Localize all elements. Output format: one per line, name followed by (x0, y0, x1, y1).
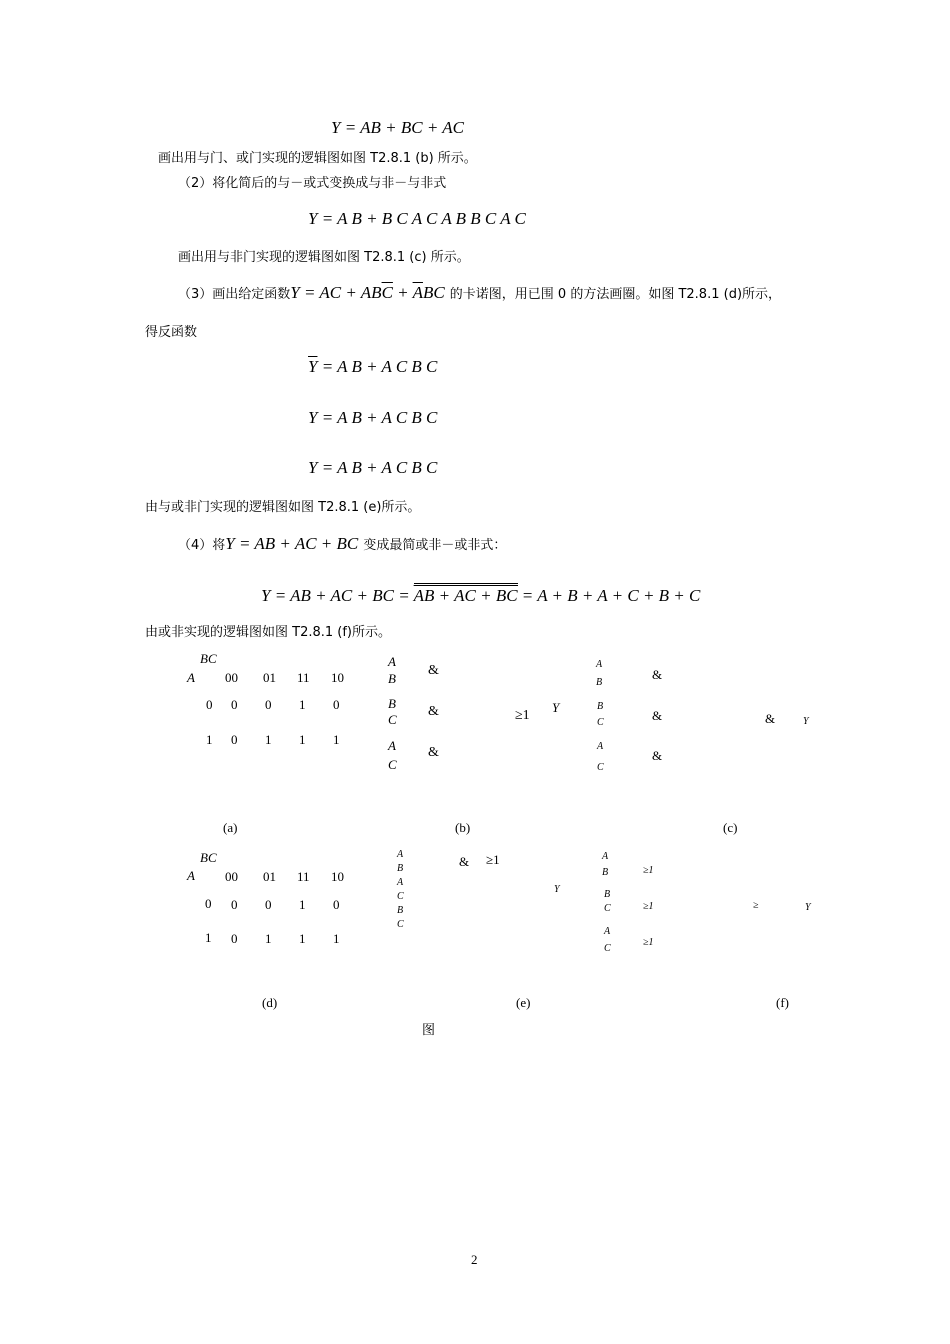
kmap-a-col-2: 11 (297, 670, 310, 685)
kmap-a-cell: 0 (231, 732, 238, 747)
fig-c-nand-gate-2: & (652, 708, 663, 723)
fig-f-input: B (604, 889, 611, 900)
text-line-6: 由与或非门实现的逻辑图如图 T2.8.1 (e)所示。 (145, 500, 421, 515)
fig-c-nand-gate-1: & (652, 667, 663, 682)
text-line-7: （4）将Y = AB + AC + BC 变成最简或非－或非式： (178, 534, 507, 553)
kmap-d-col-3: 10 (331, 869, 344, 884)
kmap-d-cell: 1 (265, 931, 272, 946)
kmap-a-row-0-label: 0 (206, 697, 213, 712)
caption-f: (f) (776, 995, 789, 1010)
text-line-4-tail: 的卡诺图，用已围 0 的方法画圈。如图 T2.8.1 (d)所示， (449, 287, 782, 302)
text-line-3: 画出用与非门实现的逻辑图如图 T2.8.1 (c) 所示。 (178, 250, 470, 265)
fig-e-input: B (397, 905, 404, 916)
page-number: 2 (471, 1252, 478, 1267)
fig-b-and-gate-1: & (428, 663, 439, 678)
kmap-d-col-0: 00 (225, 869, 238, 884)
equation-2: Y = A B + B C A C A B B C A C (308, 209, 526, 228)
equation-8: Y = AB + AC + BC = $\overline{AB} + \overline{AC} + \overline{BC} = A + B + A + C + B + C$ (261, 586, 700, 606)
kmap-a-cell: 0 (231, 697, 238, 712)
text-line-5: 得反函数 (145, 325, 198, 340)
kmap-d-cell: 0 (333, 897, 340, 912)
fig-c-output: Y (803, 716, 809, 727)
kmap-a-col-3: 10 (331, 670, 344, 685)
fig-c-input: C (597, 762, 604, 773)
fig-e-input: B (397, 863, 404, 874)
kmap-d-col-2: 11 (297, 869, 310, 884)
caption-a: (a) (223, 820, 238, 835)
kmap-a-cell: 1 (299, 732, 306, 747)
fig-b-and-gate-3: & (428, 745, 439, 760)
text-line-8: 由或非实现的逻辑图如图 T2.8.1 (f)所示。 (145, 625, 392, 640)
kmap-a-row-1-label: 1 (206, 732, 213, 747)
kmap-d-col-var: BC (200, 850, 217, 865)
fig-f-input: A (604, 926, 611, 937)
fig-c-input: A (597, 741, 604, 752)
kmap-a-row-var: A (187, 670, 195, 685)
fig-f-input: B (602, 867, 609, 878)
fig-c-input: B (596, 677, 603, 688)
equation-7: Y = AB + AC + BC (225, 534, 359, 553)
caption-d: (d) (262, 995, 278, 1010)
fig-b-and-gate-2: & (428, 704, 439, 719)
fig-b-input: A (388, 738, 396, 753)
kmap-a-col-var: BC (200, 651, 217, 666)
equation-4: $\overline{Y} = A$ B + A C B C (308, 357, 438, 376)
equation-5: Y = A B + A C B C (308, 408, 438, 427)
caption-e: (e) (516, 995, 531, 1010)
kmap-d-col-1: 01 (263, 869, 276, 884)
fig-e-input: A (397, 877, 404, 888)
fig-e-input: A (397, 849, 404, 860)
kmap-d-cell: 0 (231, 897, 238, 912)
fig-f-nor-gate-3: ≥1 (643, 937, 654, 948)
fig-c-input: C (597, 717, 604, 728)
fig-e-input: C (397, 891, 404, 902)
text-line-4 (178, 283, 781, 303)
text-line-2: （2）将化简后的与－或式变换成与非－与非式 (178, 176, 447, 191)
kmap-a-cell: 0 (333, 697, 340, 712)
fig-c-output-gate: & (765, 711, 776, 726)
fig-e-input: C (397, 919, 404, 930)
fig-e-or-section: ≥1 (486, 852, 500, 867)
text-line-1: 画出用与门、或门实现的逻辑图如图 T2.8.1 (b) 所示。 (158, 151, 477, 166)
kmap-a-cell: 1 (265, 732, 272, 747)
kmap-a-cell: 1 (299, 697, 306, 712)
fig-b-input: B (388, 671, 396, 686)
kmap-d-cell: 1 (299, 931, 306, 946)
equation-3: Y = AC + $AB\overline{C} + \overline{A}BC$ (290, 283, 445, 302)
kmap-d-row-0-label: 0 (205, 896, 212, 911)
fig-e-output: Y (554, 884, 560, 895)
kmap-a-cell: 1 (333, 732, 340, 747)
fig-c-input: A (596, 659, 603, 670)
kmap-a-col-0: 00 (225, 670, 238, 685)
fig-c-input: B (597, 701, 604, 712)
fig-b-output: Y (552, 700, 560, 715)
text-line-4-lead: （3）画出给定函数 (178, 287, 291, 302)
kmap-a-cell: 0 (265, 697, 272, 712)
equation-1: Y = AB + BC + AC (331, 118, 464, 137)
fig-f-input: C (604, 943, 611, 954)
fig-b-input: C (388, 712, 397, 727)
fig-b-or-gate: ≥1 (515, 708, 530, 723)
fig-c-nand-gate-3: & (652, 748, 663, 763)
kmap-d-row-1-label: 1 (205, 930, 212, 945)
kmap-d-cell: 0 (231, 931, 238, 946)
fig-f-nor-gate-1: ≥1 (643, 865, 654, 876)
fig-f-input: C (604, 903, 611, 914)
kmap-a-col-1: 01 (263, 670, 276, 685)
fig-f-input: A (602, 851, 609, 862)
figure-label: 图 (422, 1023, 436, 1038)
kmap-d-cell: 1 (299, 897, 306, 912)
kmap-d-cell: 0 (265, 897, 272, 912)
caption-b: (b) (455, 820, 471, 835)
kmap-d-cell: 1 (333, 931, 340, 946)
fig-f-output: Y (805, 902, 811, 913)
fig-f-nor-gate-2: ≥1 (643, 901, 654, 912)
fig-b-input: A (388, 654, 396, 669)
fig-b-input: B (388, 696, 396, 711)
equation-6: Y = A B + A C B C (308, 458, 438, 477)
caption-c: (c) (723, 820, 738, 835)
kmap-d-row-var: A (187, 868, 195, 883)
fig-f-output-gate: ≥ (753, 900, 759, 911)
fig-e-and-section: & (459, 854, 470, 869)
fig-b-input: C (388, 757, 397, 772)
